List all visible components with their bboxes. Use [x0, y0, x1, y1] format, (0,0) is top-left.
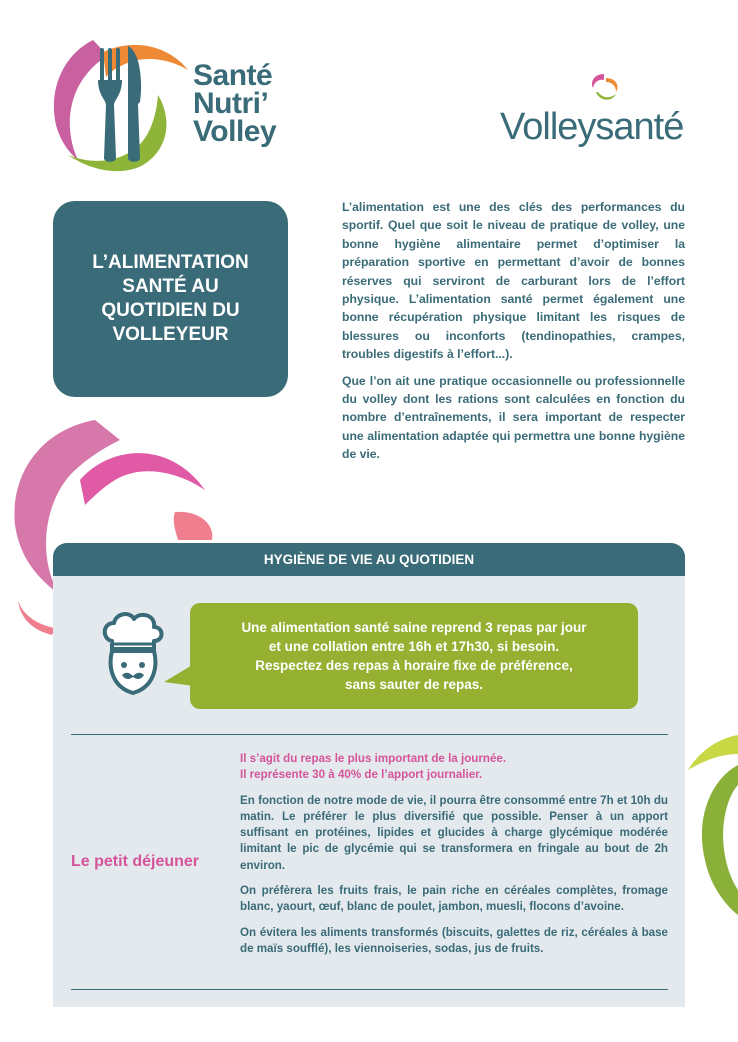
- logo-line-1: Santé: [193, 59, 273, 92]
- orange-arc: [103, 45, 188, 77]
- intro-text: [342, 198, 685, 472]
- logo-line-2: Nutri’: [193, 87, 269, 120]
- page-title: [92, 251, 249, 347]
- sante-nutri-volley-logo-mark: [48, 30, 196, 178]
- chef-icon: [98, 611, 168, 701]
- fork-icon: [98, 48, 122, 162]
- bubble-line-2: et une collation entre 16h et 17h30, si besoin.: [268, 639, 560, 654]
- highlight-line-2: Il représente 30 à 40% de l’apport journalier.: [240, 768, 483, 782]
- title-line-2: SANTÉ AU: [122, 276, 219, 297]
- green-swoosh: [702, 765, 738, 915]
- details-paragraph-1: En fonction de notre mode de vie, il pourra être consommé entre 7h et 10h du matin. Le préférer le plus diversifié que possible. Penser à un apport suffisant en protéines, lipides et glucides à charge glycémique modérée limitant le pic de glycémie qui se transformera en fringale au bout de 2h environ.: [240, 793, 668, 872]
- highlight-line-1: Il s’agit du repas le plus important de la journée.: [240, 752, 507, 765]
- knife-icon: [128, 46, 141, 162]
- title-line-4: VOLLEYEUR: [112, 324, 229, 345]
- divider-top: [71, 734, 668, 735]
- right-decorative-swoosh: [680, 730, 738, 930]
- panel-header: HYGIÈNE DE VIE AU QUOTIDIEN: [53, 543, 685, 576]
- intro-paragraph-1: L’alimentation est une des clés des performances du sportif. Quel que soit le niveau de pratique de volley, une bonne hygiène alimentaire permet d’optimiser la préparation sportive en permettant d’avoir de bonnes réserves qui serviront de carburant lors de l’effort physique. L’alimentation santé permet également une bonne récupération physique limitant les risques de blessures ou inconforts (tendinopathies, crampes, troubles digestifs à l’effort...).: [342, 200, 685, 362]
- magenta-swoosh: [80, 453, 205, 505]
- intro-paragraph-2: Que l’on ait une pratique occasionnelle ou professionnelle du volley dont les rations sont calculées en fonction du nombre d’entraînements, il sera important de respecter une alimentation adaptée qui permettra une bonne hygiène de vie.: [342, 373, 685, 462]
- title-line-1: L’ALIMENTATION: [92, 252, 249, 273]
- logo-line-3: Volley: [193, 115, 277, 148]
- advice-speech-bubble: [190, 603, 638, 709]
- divider-bottom: [71, 989, 668, 990]
- volleysante-wordmark: Volleysanté: [500, 106, 684, 148]
- swirl-pink: [592, 74, 604, 88]
- green-arc: [68, 95, 166, 171]
- pink-arc: [54, 40, 108, 160]
- title-line-3: QUOTIDIEN DU: [101, 300, 240, 321]
- coral-swoosh: [174, 512, 213, 540]
- swirl-green: [596, 92, 616, 100]
- details-paragraph-2: On préfèrera les fruits frais, le pain riche en céréales complètes, fromage blanc, yaourt, œuf, blanc de poulet, jambon, muesli, flocons d’avoine.: [240, 884, 668, 914]
- coral-sliver: [18, 600, 55, 635]
- meal-label-breakfast: Le petit déjeuner: [71, 853, 200, 870]
- sante-nutri-volley-wordmark: [193, 59, 277, 148]
- bubble-line-4: sans sauter de repas.: [344, 677, 484, 692]
- lime-swoosh: [688, 735, 738, 770]
- volleysante-logo-mark: [584, 70, 624, 106]
- bubble-line-3: Respectez des repas à horaire fixe de préférence,: [255, 658, 573, 673]
- bubble-line-1: Une alimentation santé saine reprend 3 repas par jour: [241, 620, 587, 635]
- breakfast-details: [240, 751, 668, 966]
- details-paragraph-3: On évitera les aliments transformés (biscuits, galettes de riz, céréales à base de maïs soufflé), les viennoiseries, sodas, jus de fruits.: [240, 925, 668, 955]
- swirl-orange: [606, 78, 618, 92]
- page-title-box: [53, 201, 288, 397]
